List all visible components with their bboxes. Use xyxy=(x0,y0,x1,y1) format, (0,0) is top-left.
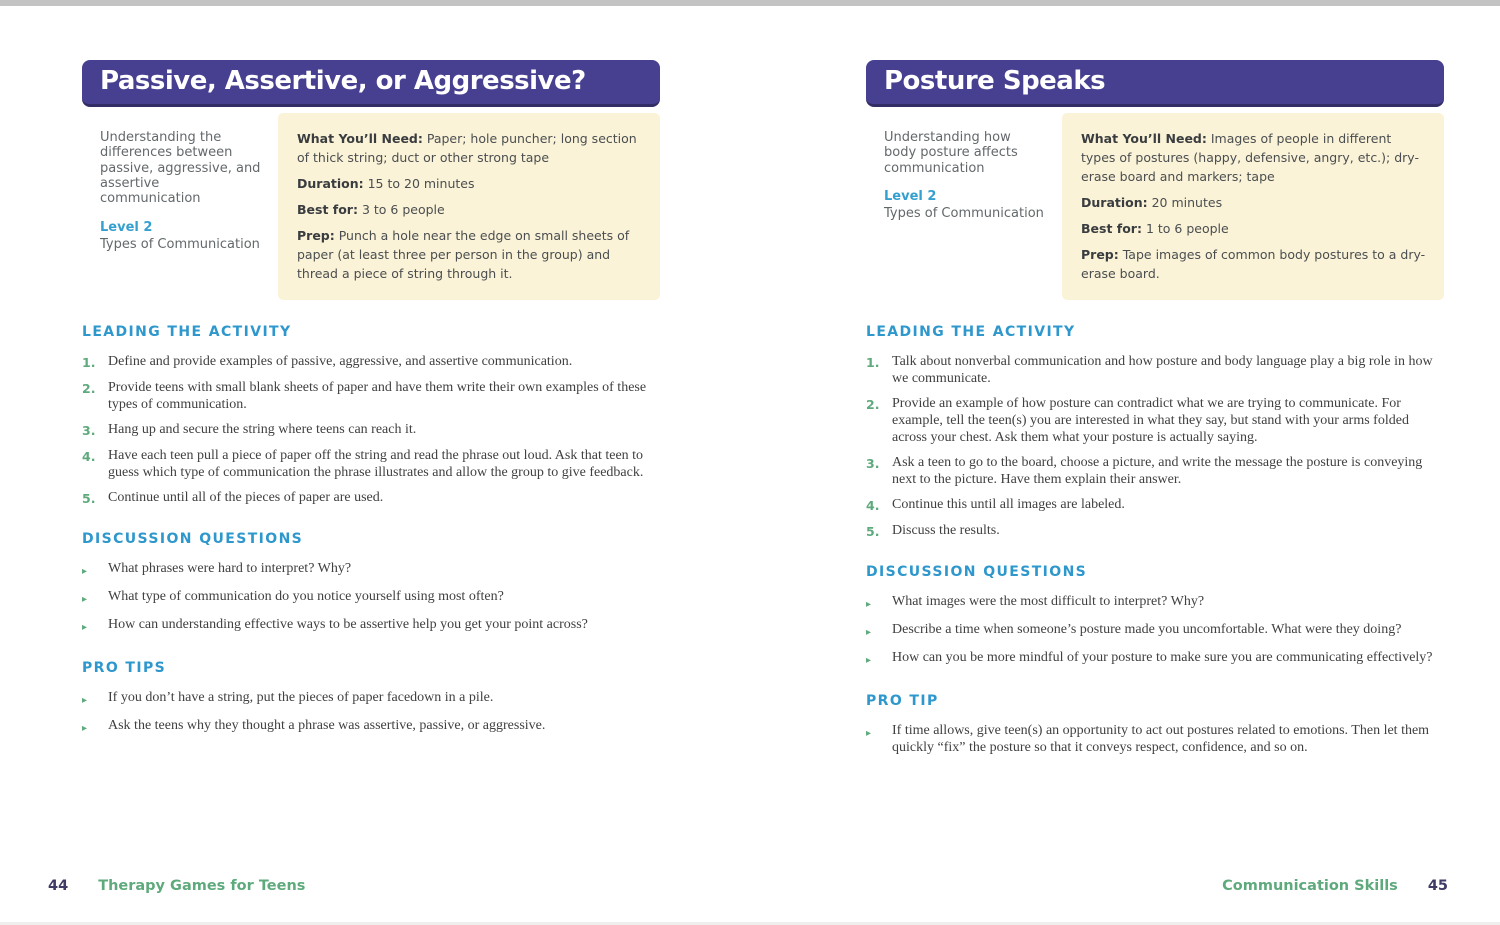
activity-meta xyxy=(884,113,1046,300)
step-text: Hang up and secure the string where teens can reach it. xyxy=(108,422,417,437)
category-label: Types of Communication xyxy=(884,206,1044,222)
triangle-bullet-icon: ▸ xyxy=(866,728,872,739)
info-best-for xyxy=(297,200,642,219)
step-number: 4. xyxy=(82,449,96,464)
triangle-bullet-icon: ▸ xyxy=(82,695,88,706)
book-title: Therapy Games for Teens xyxy=(98,878,306,894)
activity-step xyxy=(82,489,660,507)
activity-step xyxy=(866,353,1444,387)
step-text: Have each teen pull a piece of paper off the string and read the phrase out loud. Ask that teen to guess which type of communication the phrase illustrates and allow the group to give feedback. xyxy=(108,448,644,480)
tip-text: If you don’t have a string, put the pieces of paper facedown in a pile. xyxy=(108,690,494,705)
chapter-title: Communication Skills xyxy=(1222,878,1398,894)
triangle-bullet-icon: ▸ xyxy=(82,723,88,734)
discussion-questions-list xyxy=(82,560,660,636)
discussion-question xyxy=(82,616,660,636)
triangle-bullet-icon: ▸ xyxy=(82,594,88,605)
activity-steps-list xyxy=(866,353,1444,540)
step-number: 5. xyxy=(866,524,880,539)
activity-step xyxy=(866,395,1444,446)
step-text: Continue this until all images are labeled. xyxy=(892,497,1125,512)
activity-step xyxy=(866,454,1444,488)
step-text: Talk about nonverbal communication and how posture and body language play a big role in how we communicate. xyxy=(892,354,1433,386)
step-number: 3. xyxy=(866,456,880,471)
tip-text: Ask the teens why they thought a phrase was assertive, passive, or aggressive. xyxy=(108,718,546,733)
step-number: 2. xyxy=(82,381,96,396)
pro-tip xyxy=(82,689,660,709)
leading-activity-heading: LEADING THE ACTIVITY xyxy=(82,324,292,340)
info-duration xyxy=(1081,193,1426,212)
discussion-questions-heading: DISCUSSION QUESTIONS xyxy=(866,564,1088,580)
page-footer xyxy=(48,878,305,894)
triangle-bullet-icon: ▸ xyxy=(82,622,88,633)
need-label: What You’ll Need: xyxy=(1081,131,1207,146)
page-right xyxy=(750,60,1500,925)
need-text: Paper; hole puncher; long section of thick string; duct or other strong tape xyxy=(297,131,637,165)
pro-tips-list xyxy=(866,722,1444,756)
need-label: What You’ll Need: xyxy=(297,131,423,146)
materials-info-box xyxy=(1062,113,1444,300)
materials-info-box xyxy=(278,113,660,300)
best-for-text: 3 to 6 people xyxy=(357,202,445,217)
activity-step xyxy=(82,379,660,413)
prep-text: Tape images of common body postures to a dry-erase board. xyxy=(1081,247,1426,281)
activity-meta xyxy=(100,113,262,300)
pro-tip xyxy=(82,717,660,737)
info-duration xyxy=(297,174,642,193)
activity-step xyxy=(866,496,1444,514)
triangle-bullet-icon: ▸ xyxy=(866,627,872,638)
page-left xyxy=(0,60,750,925)
activity-title-banner xyxy=(866,60,1444,107)
best-for-text: 1 to 6 people xyxy=(1141,221,1229,236)
step-number: 3. xyxy=(82,423,96,438)
step-number: 5. xyxy=(82,491,96,506)
need-text: Images of people in different types of postures (happy, defensive, angry, etc.); dry-erase board and markers; tape xyxy=(1081,131,1419,184)
info-prep xyxy=(1081,245,1426,283)
discussion-question xyxy=(866,621,1444,641)
pro-tips-list xyxy=(82,689,660,737)
step-number: 4. xyxy=(866,498,880,513)
info-best-for xyxy=(1081,219,1426,238)
step-text: Define and provide examples of passive, aggressive, and assertive communication. xyxy=(108,354,573,369)
discussion-question xyxy=(866,649,1444,669)
discussion-question xyxy=(866,593,1444,613)
triangle-bullet-icon: ▸ xyxy=(866,655,872,666)
activity-header-row xyxy=(82,113,660,300)
activity-step xyxy=(866,522,1444,540)
question-text: How can you be more mindful of your posture to make sure you are communicating effectively? xyxy=(892,650,1433,665)
activity-title: Passive, Assertive, or Aggressive? xyxy=(100,66,586,96)
pro-tips-heading: PRO TIP xyxy=(866,693,939,709)
info-need xyxy=(297,129,642,167)
step-number: 1. xyxy=(866,355,880,370)
step-text: Ask a teen to go to the board, choose a picture, and write the message the posture is conveying next to the picture. Have them explain their answer. xyxy=(892,455,1423,487)
step-text: Provide an example of how posture can contradict what we are trying to communicate. For example, tell the teen(s) you are interested in what they say, but stand with your arms folded across your chest. Ask them what your posture is actually saying. xyxy=(892,396,1409,445)
activity-title: Posture Speaks xyxy=(884,66,1106,96)
step-number: 2. xyxy=(866,397,880,412)
triangle-bullet-icon: ▸ xyxy=(866,599,872,610)
discussion-question xyxy=(82,560,660,580)
duration-text: 20 minutes xyxy=(1147,195,1223,210)
pro-tips-heading: PRO TIPS xyxy=(82,660,167,676)
level-label: Level 2 xyxy=(100,219,153,235)
question-text: What type of communication do you notice yourself using most often? xyxy=(108,589,504,604)
page-number: 44 xyxy=(48,878,69,894)
info-prep xyxy=(297,226,642,283)
question-text: What phrases were hard to interpret? Why? xyxy=(108,561,352,576)
question-text: Describe a time when someone’s posture made you uncomfortable. What were they doing? xyxy=(892,622,1402,637)
step-number: 1. xyxy=(82,355,96,370)
activity-steps-list xyxy=(82,353,660,507)
page-number: 45 xyxy=(1427,878,1448,894)
discussion-question xyxy=(82,588,660,608)
photo-top-edge xyxy=(0,0,1500,6)
page-footer xyxy=(1222,878,1448,894)
prep-label: Prep: xyxy=(297,228,335,243)
step-text: Continue until all of the pieces of paper are used. xyxy=(108,490,384,505)
discussion-questions-list xyxy=(866,593,1444,669)
question-text: How can understanding effective ways to be assertive help you get your point across? xyxy=(108,617,588,632)
best-for-label: Best for: xyxy=(297,202,358,217)
info-need xyxy=(1081,129,1426,186)
activity-header-row xyxy=(866,113,1444,300)
best-for-label: Best for: xyxy=(1081,221,1142,236)
triangle-bullet-icon: ▸ xyxy=(82,566,88,577)
duration-text: 15 to 20 minutes xyxy=(363,176,475,191)
discussion-questions-heading: DISCUSSION QUESTIONS xyxy=(82,531,304,547)
activity-step xyxy=(82,421,660,439)
activity-title-banner xyxy=(82,60,660,107)
question-text: What images were the most difficult to interpret? Why? xyxy=(892,594,1205,609)
tip-text: If time allows, give teen(s) an opportunity to act out postures related to emotions. Then let them quickly “fix” the posture so that it conveys respect, confidence, and so on. xyxy=(892,723,1430,755)
step-text: Discuss the results. xyxy=(892,523,1000,538)
activity-step xyxy=(82,447,660,481)
step-text: Provide teens with small blank sheets of paper and have them write their own examples of these types of communication. xyxy=(108,380,647,412)
category-label: Types of Communication xyxy=(100,236,260,252)
level-label: Level 2 xyxy=(884,188,937,204)
prep-text: Punch a hole near the edge on small sheets of paper (at least three per person in the group) and thread a piece of string through it. xyxy=(297,228,630,281)
leading-activity-heading: LEADING THE ACTIVITY xyxy=(866,324,1076,340)
activity-description: Understanding how body posture affects communication xyxy=(884,130,1018,176)
pro-tip xyxy=(866,722,1444,756)
activity-step xyxy=(82,353,660,371)
duration-label: Duration: xyxy=(297,176,364,191)
prep-label: Prep: xyxy=(1081,247,1119,262)
activity-description: Understanding the differences between passive, aggressive, and assertive communication xyxy=(100,130,261,207)
duration-label: Duration: xyxy=(1081,195,1148,210)
